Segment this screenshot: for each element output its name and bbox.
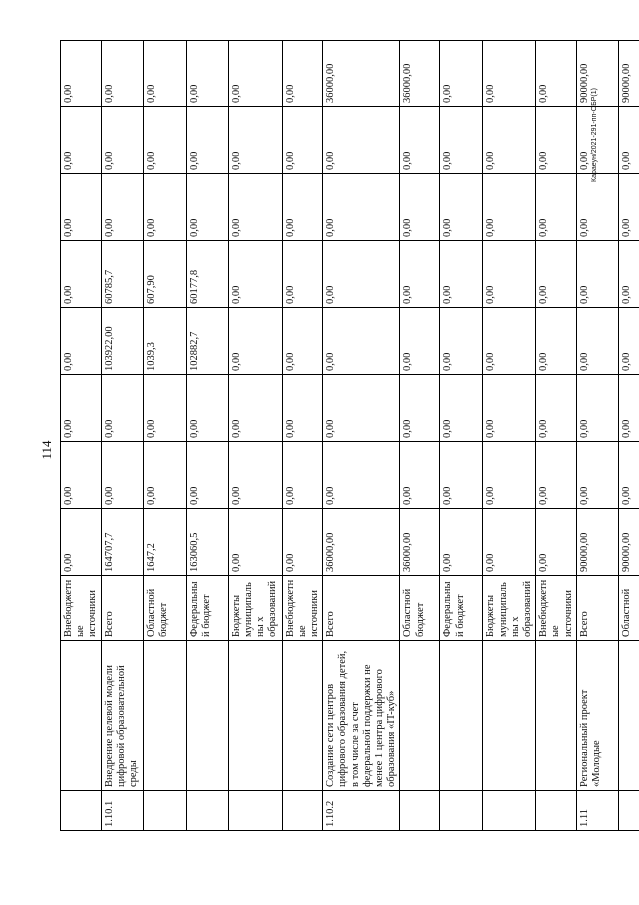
amount-cell: 0,00	[440, 308, 483, 375]
amount-cell: 0,00	[186, 41, 228, 107]
document-code: Караеун/2021-291-пп-ОБР(1)	[591, 88, 598, 182]
amount-cell: 0,00	[440, 375, 483, 442]
amount-cell: 0,00	[186, 174, 228, 241]
amount-cell: 0,00	[323, 241, 400, 308]
item-description-cell	[483, 641, 536, 791]
item-description-cell: Региональный проект «Молодые	[576, 641, 618, 791]
amount-cell: 0,00	[323, 442, 400, 509]
amount-cell: 0,00	[536, 308, 577, 375]
amount-cell: 90000,00	[618, 509, 639, 576]
amount-cell: 0,00	[228, 308, 282, 375]
amount-cell: 0,00	[228, 107, 282, 174]
funding-source-cell: Федеральный бюджет	[440, 576, 483, 641]
item-description-cell	[186, 641, 228, 791]
amount-cell: 0,00	[483, 509, 536, 576]
amount-cell: 0,00	[282, 241, 323, 308]
item-description-cell	[400, 641, 440, 791]
item-description-cell	[228, 641, 282, 791]
amount-cell: 163060,5	[186, 509, 228, 576]
amount-cell: 0,00	[536, 442, 577, 509]
amount-cell: 0,00	[536, 41, 577, 107]
item-description-cell	[282, 641, 323, 791]
table-row	[323, 41, 400, 831]
amount-cell: 0,00	[618, 174, 639, 241]
amount-cell: 36000,00	[323, 41, 400, 107]
amount-cell: 0,00	[282, 41, 323, 107]
table-row	[186, 41, 228, 831]
item-description-cell	[536, 641, 577, 791]
amount-cell: 0,00	[101, 375, 143, 442]
amount-cell: 0,00	[61, 241, 102, 308]
amount-cell: 0,00	[483, 308, 536, 375]
amount-cell: 0,00	[61, 375, 102, 442]
amount-cell: 0,00	[101, 107, 143, 174]
amount-cell: 0,00	[323, 308, 400, 375]
amount-cell: 0,00	[282, 174, 323, 241]
amount-cell: 607,90	[143, 241, 186, 308]
item-description-cell: Внедрение целевой модели цифровой образовательной среды	[101, 641, 143, 791]
item-description-cell	[61, 641, 102, 791]
amount-cell: 0,00	[323, 375, 400, 442]
funding-source-cell: Внебюджетные источники	[536, 576, 577, 641]
amount-cell: 60785,7	[101, 241, 143, 308]
amount-cell: 0,00	[400, 174, 440, 241]
amount-cell: 0,00	[483, 174, 536, 241]
funding-source-cell: Областной бюджет	[143, 576, 186, 641]
amount-cell: 0,00	[483, 375, 536, 442]
amount-cell: 0,00	[400, 308, 440, 375]
item-number-cell	[186, 791, 228, 831]
amount-cell: 36000,00	[400, 41, 440, 107]
page-number: 114	[39, 440, 54, 460]
table-row	[483, 41, 536, 831]
funding-source-cell: Всего	[323, 576, 400, 641]
funding-source-cell: Областной	[618, 576, 639, 641]
table-row	[61, 41, 102, 831]
amount-cell: 0,00	[186, 442, 228, 509]
item-number-cell: 1.10.1	[101, 791, 143, 831]
amount-cell: 0,00	[440, 41, 483, 107]
amount-cell: 0,00	[440, 509, 483, 576]
amount-cell: 0,00	[282, 509, 323, 576]
amount-cell: 0,00	[536, 241, 577, 308]
amount-cell: 36000,00	[323, 509, 400, 576]
amount-cell: 90000,00	[576, 509, 618, 576]
amount-cell: 0,00	[143, 375, 186, 442]
amount-cell: 0,00	[440, 174, 483, 241]
amount-cell: 0,00	[186, 107, 228, 174]
amount-cell: 0,00	[440, 107, 483, 174]
amount-cell: 0,00	[228, 442, 282, 509]
amount-cell: 0,00	[323, 174, 400, 241]
amount-cell: 0,00	[400, 241, 440, 308]
item-number-cell	[61, 791, 102, 831]
amount-cell: 0,00	[101, 174, 143, 241]
amount-cell: 0,00	[440, 442, 483, 509]
amount-cell: 0,00	[282, 308, 323, 375]
amount-cell: 0,00	[576, 442, 618, 509]
item-description-cell	[143, 641, 186, 791]
table-row	[228, 41, 282, 831]
amount-cell: 0,00	[228, 174, 282, 241]
item-number-cell	[440, 791, 483, 831]
item-description-cell	[440, 641, 483, 791]
table-row	[576, 41, 618, 831]
amount-cell: 0,00	[228, 241, 282, 308]
amount-cell: 103922,00	[101, 308, 143, 375]
amount-cell: 0,00	[618, 308, 639, 375]
funding-source-cell: Внебюджетные источники	[61, 576, 102, 641]
item-number-cell	[282, 791, 323, 831]
amount-cell: 0,00	[576, 308, 618, 375]
amount-cell: 0,00	[101, 41, 143, 107]
amount-cell: 0,00	[536, 107, 577, 174]
table-row	[101, 41, 143, 831]
amount-cell: 0,00	[61, 308, 102, 375]
amount-cell: 0,00	[61, 107, 102, 174]
table-row	[143, 41, 186, 831]
amount-cell: 0,00	[576, 241, 618, 308]
amount-cell: 0,00	[400, 107, 440, 174]
funding-source-cell: Областной бюджет	[400, 576, 440, 641]
item-number-cell	[228, 791, 282, 831]
amount-cell: 0,00	[483, 107, 536, 174]
amount-cell: 1039,3	[143, 308, 186, 375]
amount-cell: 0,00	[618, 375, 639, 442]
amount-cell: 0,00	[61, 41, 102, 107]
item-number-cell	[400, 791, 440, 831]
item-number-cell	[483, 791, 536, 831]
funding-source-cell: Бюджеты муниципальны х образований	[483, 576, 536, 641]
amount-cell: 0,00	[143, 442, 186, 509]
amount-cell: 164707,7	[101, 509, 143, 576]
budget-table	[60, 40, 639, 831]
amount-cell: 36000,00	[400, 509, 440, 576]
amount-cell: 90000,00	[618, 41, 639, 107]
amount-cell: 0,00	[440, 241, 483, 308]
funding-source-cell: Внебюджетные источники	[282, 576, 323, 641]
funding-source-cell: Всего	[101, 576, 143, 641]
amount-cell: 0,00	[143, 107, 186, 174]
amount-cell: 0,00	[228, 509, 282, 576]
amount-cell: 0,00	[282, 107, 323, 174]
item-description-cell: Создание сети центров цифрового образования детей, в том числе за счет федеральной поддержки не менее 1 центра цифрового образования «IT-куб»	[323, 641, 400, 791]
amount-cell: 60177,8	[186, 241, 228, 308]
amount-cell: 0,00	[61, 174, 102, 241]
amount-cell: 0,00	[228, 375, 282, 442]
amount-cell: 0,00	[143, 174, 186, 241]
table-row	[282, 41, 323, 831]
amount-cell: 0,00	[483, 442, 536, 509]
table-row	[440, 41, 483, 831]
amount-cell: 0,00	[618, 241, 639, 308]
table-row	[400, 41, 440, 831]
amount-cell: 0,00	[618, 442, 639, 509]
amount-cell: 0,00	[228, 41, 282, 107]
table-row	[536, 41, 577, 831]
amount-cell: 1647,2	[143, 509, 186, 576]
table-row	[618, 41, 639, 831]
amount-cell: 0,00	[143, 41, 186, 107]
funding-source-cell: Бюджеты муниципальны х образований	[228, 576, 282, 641]
item-number-cell: 1.10.2	[323, 791, 400, 831]
amount-cell: 0,00	[61, 442, 102, 509]
amount-cell: 0,00	[400, 442, 440, 509]
amount-cell: 0,00	[536, 174, 577, 241]
funding-source-cell: Всего	[576, 576, 618, 641]
amount-cell: 0,00	[618, 107, 639, 174]
table-body	[61, 41, 639, 831]
amount-cell: 0,00	[576, 375, 618, 442]
amount-cell: 0,00	[576, 107, 618, 174]
amount-cell: 0,00	[576, 174, 618, 241]
item-number-cell: 1.11	[576, 791, 618, 831]
funding-source-cell: Федеральный бюджет	[186, 576, 228, 641]
item-number-cell	[536, 791, 577, 831]
amount-cell: 0,00	[282, 442, 323, 509]
amount-cell: 0,00	[400, 375, 440, 442]
amount-cell: 0,00	[101, 442, 143, 509]
amount-cell: 0,00	[536, 509, 577, 576]
amount-cell: 0,00	[282, 375, 323, 442]
amount-cell: 0,00	[61, 509, 102, 576]
amount-cell: 90000,00	[576, 41, 618, 107]
item-number-cell	[143, 791, 186, 831]
item-number-cell	[618, 791, 639, 831]
amount-cell: 0,00	[323, 107, 400, 174]
amount-cell: 102882,7	[186, 308, 228, 375]
amount-cell: 0,00	[186, 375, 228, 442]
item-description-cell	[618, 641, 639, 791]
amount-cell: 0,00	[536, 375, 577, 442]
amount-cell: 0,00	[483, 41, 536, 107]
amount-cell: 0,00	[483, 241, 536, 308]
